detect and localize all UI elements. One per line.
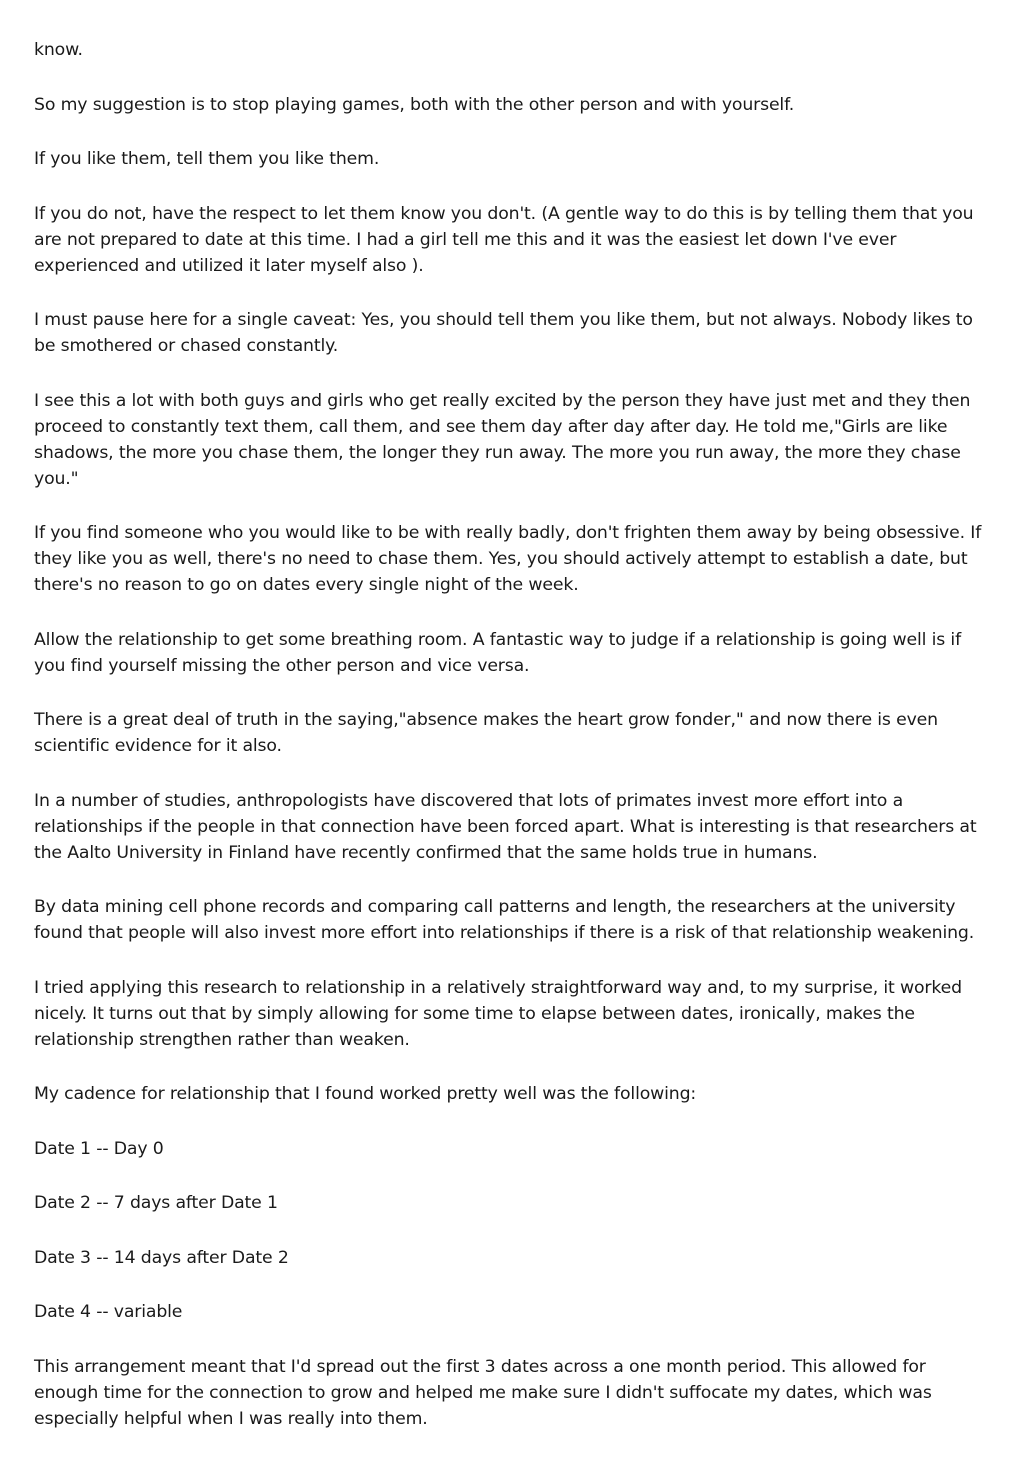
paragraph: There is a great deal of truth in the saying,"absence makes the heart grow fonder," and now there is even scientific evidence for it also. — [34, 710, 938, 756]
paragraph: I see this a lot with both guys and girls who get really excited by the person they have just met and they then proceed to constantly text them, call them, and see them day after day after day. He told me,"Girls are like shadows, the more you chase them, the longer they run away. The more you run away, the more they chase you." — [34, 390, 971, 489]
paragraph: By data mining cell phone records and comparing call patterns and length, the researchers at the university found that people will also invest more effort into relationships if there is a risk of that relationship weakening. — [34, 897, 975, 943]
document-body — [34, 37, 990, 1460]
list-item: Date 2 -- 7 days after Date 1 — [34, 1193, 278, 1213]
list-item: Date 1 -- Day 0 — [34, 1138, 164, 1159]
paragraph: I tried applying this research to relationship in a relatively straightforward way and, to my surprise, it worked nicely. It turns out that by simply allowing for some time to elapse between dates, ironically, makes the relationship strengthen rather than weaken. — [34, 977, 962, 1050]
paragraph: Allow the relationship to get some breathing room. A fantastic way to judge if a relationship is going well is if you find yourself missing the other person and vice versa. — [34, 629, 962, 676]
paragraph: This arrangement meant that I'd spread out the first 3 dates across a one month period. This allowed for enough time for the connection to grow and helped me make sure I didn't suffocate my dates, which was especially helpful when I was really into them. — [34, 1356, 932, 1429]
paragraph: So my suggestion is to stop playing games, both with the other person and with yourself. — [34, 94, 795, 115]
paragraph: My cadence for relationship that I found worked pretty well was the following: — [34, 1084, 697, 1104]
list-item: Date 3 -- 14 days after Date 2 — [34, 1247, 289, 1268]
paragraph: In a number of studies, anthropologists have discovered that lots of primates invest more effort into a relationships if the people in that connection have been forced apart. What is interesting is that researchers at the Aalto University in Finland have recently confirmed that the same holds true in humans. — [34, 790, 977, 863]
paragraph: If you find someone who you would like to be with really badly, don't frighten them away by being obsessive. If they like you as well, there's no need to chase them. Yes, you should actively attempt to establish a date, but there's no reason to go on dates every single night of the week. — [34, 523, 982, 595]
paragraph: If you like them, tell them you like them. — [34, 149, 380, 169]
paragraph: know. — [34, 40, 83, 60]
paragraph: I must pause here for a single caveat: Yes, you should tell them you like them, but not always. Nobody likes to be smothered or chased constantly. — [34, 310, 973, 356]
list-item: Date 4 -- variable — [34, 1302, 183, 1322]
paragraph: If you do not, have the respect to let them know you don't. (A gentle way to do this is by telling them that you are not prepared to date at this time. I had a girl tell me this and it was the easiest let down I've ever experienced and utilized it later myself also ). — [34, 203, 974, 276]
